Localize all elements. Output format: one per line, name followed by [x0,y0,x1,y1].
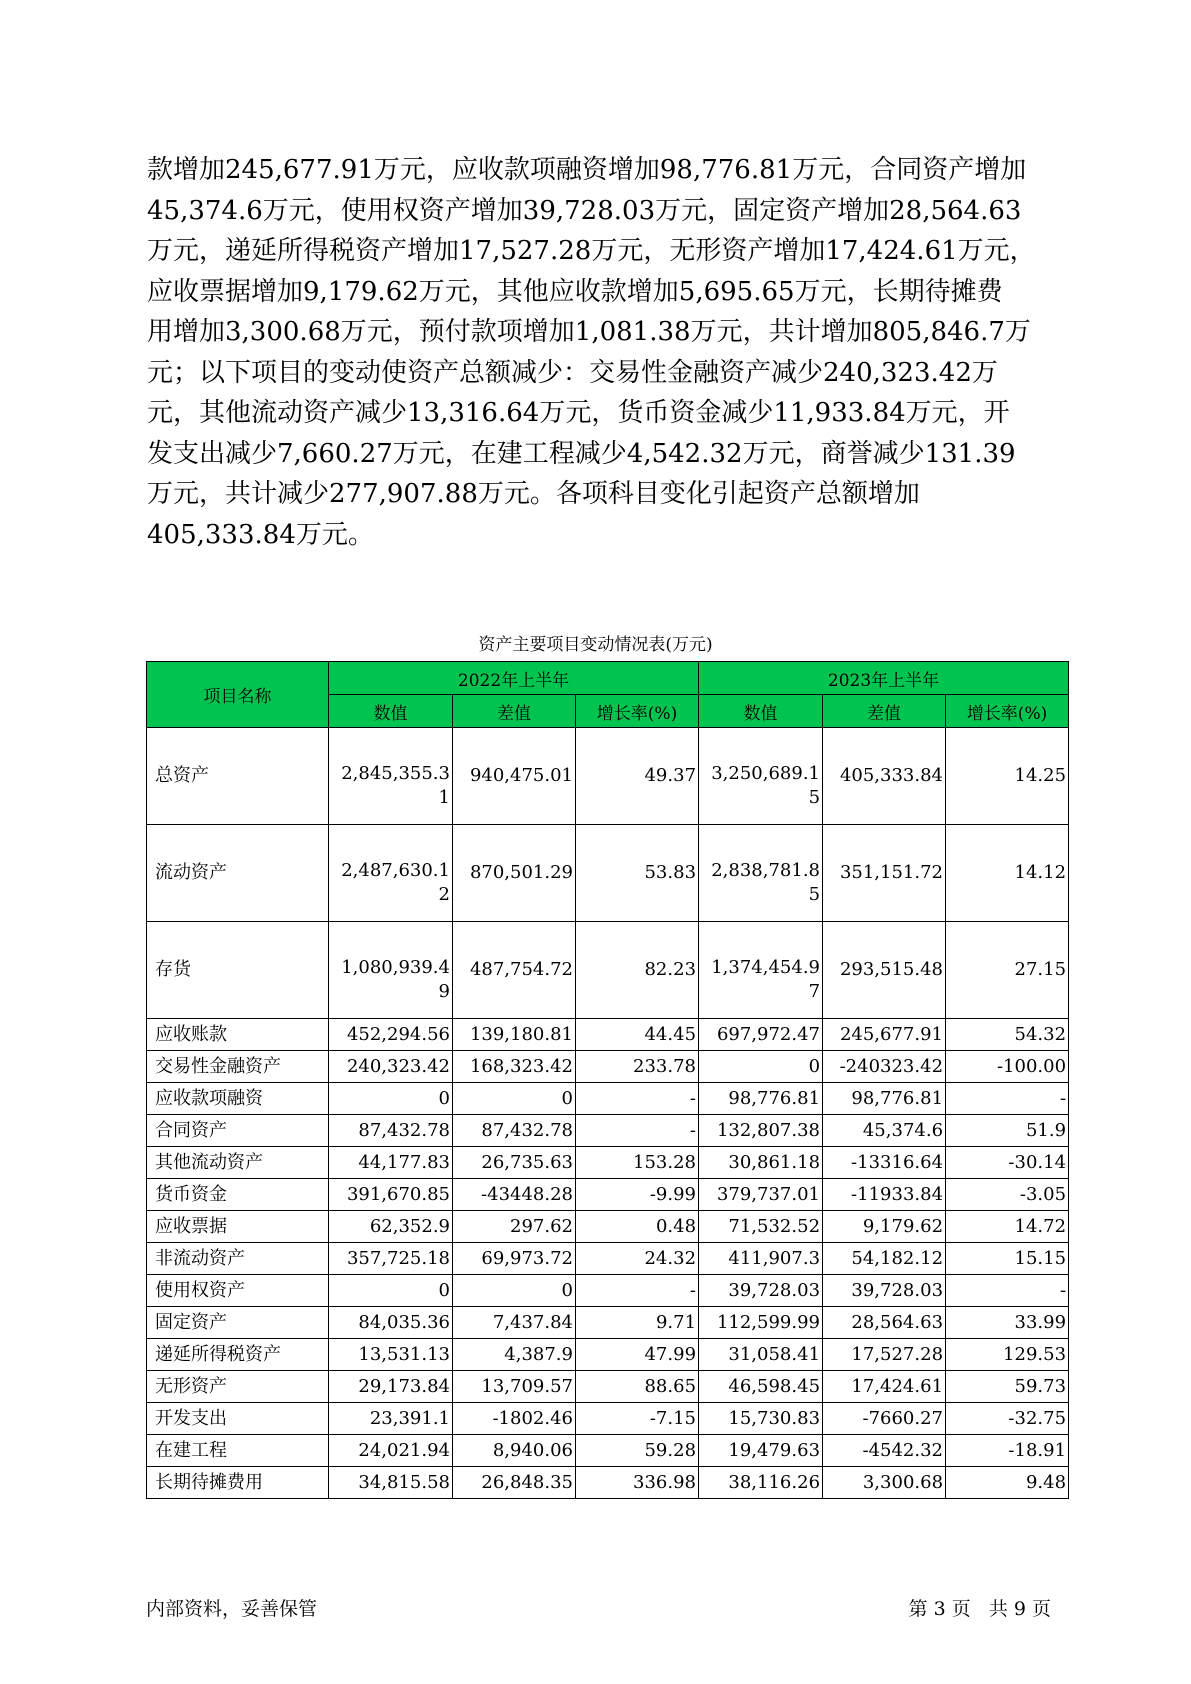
row-item-name: 开发支出 [147,1403,329,1435]
header-period-2023: 2023年上半年 [699,662,1069,695]
row-item-name: 应收票据 [147,1211,329,1243]
row-item-name: 交易性金融资产 [147,1051,329,1083]
row-item-name: 递延所得税资产 [147,1339,329,1371]
header-value-2023: 数值 [699,695,823,728]
cell-a-diff: 0 [453,1275,576,1307]
paragraph-line: 款增加245,677.91万元，应收款项融资增加98,776.81万元，合同资产增加 [147,155,1027,185]
cell-a-rate: 53.83 [576,825,699,922]
row-item-name: 长期待摊费用 [147,1467,329,1499]
cell-a-value: 1,080,939.49 [329,922,453,1019]
cell-b-rate: -100.00 [946,1051,1069,1083]
cell-b-rate: 14.72 [946,1211,1069,1243]
cell-a-diff: -1802.46 [453,1403,576,1435]
cell-a-value: 2,845,355.31 [329,728,453,825]
table-caption: 资产主要项目变动情况表(万元) [478,635,713,655]
row-item-name: 固定资产 [147,1307,329,1339]
row-item-name: 在建工程 [147,1435,329,1467]
cell-b-value: 697,972.47 [699,1019,823,1051]
cell-b-rate: 129.53 [946,1339,1069,1371]
cell-a-value: 24,021.94 [329,1435,453,1467]
cell-b-diff: 28,564.63 [823,1307,946,1339]
footer-confidential-note: 内部资料，妥善保管 [146,1598,318,1620]
cell-b-rate: - [946,1275,1069,1307]
cell-b-value: 71,532.52 [699,1211,823,1243]
cell-b-rate: 54.32 [946,1019,1069,1051]
paragraph-line: 用增加3,300.68万元，预付款项增加1,081.38万元，共计增加805,846.7万 [147,317,1031,347]
row-item-name: 使用权资产 [147,1275,329,1307]
row-item-name: 货币资金 [147,1179,329,1211]
header-rate-2023: 增长率(%) [946,695,1069,728]
row-item-name: 总资产 [147,728,329,825]
cell-a-diff: 8,940.06 [453,1435,576,1467]
header-value-2022: 数值 [329,695,453,728]
cell-b-diff: 17,424.61 [823,1371,946,1403]
cell-a-value: 452,294.56 [329,1019,453,1051]
header-diff-2023: 差值 [823,695,946,728]
table-row [147,1115,1069,1147]
cell-a-diff: 26,848.35 [453,1467,576,1499]
cell-a-rate: 9.71 [576,1307,699,1339]
cell-b-diff: -4542.32 [823,1435,946,1467]
cell-b-value: 379,737.01 [699,1179,823,1211]
cell-a-rate: 88.65 [576,1371,699,1403]
cell-a-value: 13,531.13 [329,1339,453,1371]
cell-b-diff: 351,151.72 [823,825,946,922]
table-row [147,1275,1069,1307]
cell-b-diff: 3,300.68 [823,1467,946,1499]
table-row [147,1371,1069,1403]
cell-b-value: 132,807.38 [699,1115,823,1147]
cell-b-diff: 17,527.28 [823,1339,946,1371]
cell-b-rate: 9.48 [946,1467,1069,1499]
cell-b-value: 2,838,781.85 [699,825,823,922]
table-row [147,1211,1069,1243]
table-row [147,1147,1069,1179]
cell-a-rate: 336.98 [576,1467,699,1499]
cell-a-rate: 82.23 [576,922,699,1019]
table-row [147,1403,1069,1435]
cell-b-diff: -11933.84 [823,1179,946,1211]
cell-b-rate: 59.73 [946,1371,1069,1403]
paragraph-line: 元；以下项目的变动使资产总额减少：交易性金融资产减少240,323.42万 [147,357,998,388]
cell-a-rate: 49.37 [576,728,699,825]
cell-b-value: 1,374,454.97 [699,922,823,1019]
cell-a-diff: 487,754.72 [453,922,576,1019]
cell-b-diff: 293,515.48 [823,922,946,1019]
row-item-name: 流动资产 [147,825,329,922]
cell-b-rate: 14.25 [946,728,1069,825]
cell-a-diff: 168,323.42 [453,1051,576,1083]
table-row [147,1051,1069,1083]
table-row [147,825,1069,922]
cell-b-diff: -240323.42 [823,1051,946,1083]
cell-b-value: 0 [699,1051,823,1083]
header-diff-2022: 差值 [453,695,576,728]
cell-a-diff: 297.62 [453,1211,576,1243]
cell-a-value: 44,177.83 [329,1147,453,1179]
cell-b-rate: - [946,1083,1069,1115]
cell-a-diff: 26,735.63 [453,1147,576,1179]
cell-b-diff: 98,776.81 [823,1083,946,1115]
cell-b-value: 39,728.03 [699,1275,823,1307]
cell-a-rate: - [576,1083,699,1115]
cell-a-rate: 0.48 [576,1211,699,1243]
paragraph-line: 405,333.84万元。 [147,519,374,550]
body-paragraph [147,150,1047,555]
paragraph-line: 45,374.6万元，使用权资产增加39,728.03万元，固定资产增加28,564.63 [147,195,1022,226]
cell-b-diff: 245,677.91 [823,1019,946,1051]
cell-b-value: 411,907.3 [699,1243,823,1275]
paragraph-line: 应收票据增加9,179.62万元，其他应收款增加5,695.65万元，长期待摊费 [147,276,1003,307]
row-item-name: 存货 [147,922,329,1019]
table-row [147,1179,1069,1211]
cell-a-value: 2,487,630.12 [329,825,453,922]
cell-a-rate: 44.45 [576,1019,699,1051]
cell-a-diff: 13,709.57 [453,1371,576,1403]
cell-b-value: 19,479.63 [699,1435,823,1467]
cell-a-rate: 233.78 [576,1051,699,1083]
row-item-name: 非流动资产 [147,1243,329,1275]
table-row [147,1467,1069,1499]
cell-a-rate: 153.28 [576,1147,699,1179]
cell-b-rate: -32.75 [946,1403,1069,1435]
table-row [147,728,1069,825]
cell-b-diff: 54,182.12 [823,1243,946,1275]
cell-b-diff: -7660.27 [823,1403,946,1435]
cell-a-diff: 87,432.78 [453,1115,576,1147]
cell-a-diff: 0 [453,1083,576,1115]
cell-b-value: 98,776.81 [699,1083,823,1115]
cell-a-rate: 24.32 [576,1243,699,1275]
cell-a-value: 240,323.42 [329,1051,453,1083]
cell-a-diff: 139,180.81 [453,1019,576,1051]
header-rate-2022: 增长率(%) [576,695,699,728]
cell-b-rate: -3.05 [946,1179,1069,1211]
cell-b-rate: -30.14 [946,1147,1069,1179]
cell-a-diff: 940,475.01 [453,728,576,825]
footer-page-number: 第 3 页 共 9 页 [908,1598,1051,1620]
paragraph-line: 万元，共计减少277,907.88万元。各项科目变化引起资产总额增加 [147,479,920,509]
cell-a-value: 87,432.78 [329,1115,453,1147]
cell-b-diff: 9,179.62 [823,1211,946,1243]
cell-a-rate: 47.99 [576,1339,699,1371]
cell-b-value: 112,599.99 [699,1307,823,1339]
row-item-name: 应收账款 [147,1019,329,1051]
header-item-name: 项目名称 [147,662,329,728]
cell-b-rate: -18.91 [946,1435,1069,1467]
table-row [147,922,1069,1019]
cell-a-rate: - [576,1115,699,1147]
row-item-name: 无形资产 [147,1371,329,1403]
cell-a-value: 391,670.85 [329,1179,453,1211]
cell-a-rate: 59.28 [576,1435,699,1467]
header-period-2022: 2022年上半年 [329,662,699,695]
cell-b-value: 15,730.83 [699,1403,823,1435]
paragraph-line: 万元，递延所得税资产增加17,527.28万元，无形资产增加17,424.61万元， [147,236,1036,266]
cell-b-value: 31,058.41 [699,1339,823,1371]
row-item-name: 应收款项融资 [147,1083,329,1115]
cell-a-rate: -7.15 [576,1403,699,1435]
cell-b-diff: 405,333.84 [823,728,946,825]
asset-change-table [146,661,1069,1499]
cell-b-value: 30,861.18 [699,1147,823,1179]
cell-a-rate: - [576,1275,699,1307]
cell-b-value: 3,250,689.15 [699,728,823,825]
cell-a-value: 357,725.18 [329,1243,453,1275]
cell-a-value: 62,352.9 [329,1211,453,1243]
cell-b-rate: 33.99 [946,1307,1069,1339]
cell-a-rate: -9.99 [576,1179,699,1211]
table-row [147,1435,1069,1467]
table-row [147,1083,1069,1115]
cell-b-rate: 14.12 [946,825,1069,922]
cell-a-diff: 4,387.9 [453,1339,576,1371]
cell-a-diff: 69,973.72 [453,1243,576,1275]
cell-a-value: 0 [329,1275,453,1307]
cell-b-rate: 15.15 [946,1243,1069,1275]
table-row [147,1243,1069,1275]
cell-a-value: 0 [329,1083,453,1115]
cell-b-diff: 39,728.03 [823,1275,946,1307]
paragraph-line: 发支出减少7,660.27万元，在建工程减少4,542.32万元，商誉减少131.39 [147,438,1016,469]
cell-a-diff: 7,437.84 [453,1307,576,1339]
table-row [147,1019,1069,1051]
table-row [147,1307,1069,1339]
cell-a-value: 84,035.36 [329,1307,453,1339]
table-row [147,1339,1069,1371]
cell-a-diff: 870,501.29 [453,825,576,922]
cell-a-value: 34,815.58 [329,1467,453,1499]
cell-a-value: 29,173.84 [329,1371,453,1403]
cell-b-diff: -13316.64 [823,1147,946,1179]
paragraph-line: 元，其他流动资产减少13,316.64万元，货币资金减少11,933.84万元，开 [147,398,1010,428]
cell-a-diff: -43448.28 [453,1179,576,1211]
row-item-name: 其他流动资产 [147,1147,329,1179]
cell-b-value: 38,116.26 [699,1467,823,1499]
cell-b-diff: 45,374.6 [823,1115,946,1147]
row-item-name: 合同资产 [147,1115,329,1147]
cell-a-value: 23,391.1 [329,1403,453,1435]
cell-b-value: 46,598.45 [699,1371,823,1403]
cell-b-rate: 51.9 [946,1115,1069,1147]
cell-b-rate: 27.15 [946,922,1069,1019]
